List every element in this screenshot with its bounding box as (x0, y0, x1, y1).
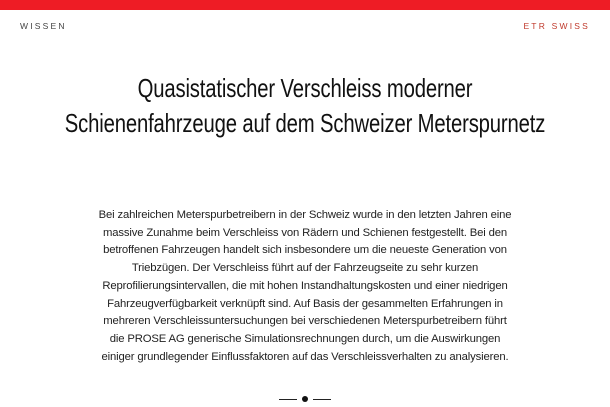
brand-label: ETR SWISS (523, 21, 590, 31)
divider-line-left (279, 399, 297, 400)
accent-bar (0, 0, 610, 10)
article-abstract: Bei zahlreichen Meterspurbetreibern in der Schweiz wurde in den letzten Jahren eine massive Zunahme beim Verschleiss von Rädern und Schienen festgestellt. Bei den betroffenen Fahrzeugen handelt sich insbesondere um die neueste Generation von Triebzügen. Der Verschleiss führt auf der Fahrzeugseite zu sehr kurzen Reprofilierungsintervallen, die mit hohen Instandhaltungskosten und einer niedrigen Fahrzeugverfügbarkeit verknüpft sind. Auf Basis der gesammelten Erfahrungen in mehreren Verschleissuntersuchungen bei verschiedenen Meterspurbetreibern führt die PROSE AG generische Simulationsrechnungen durch, um die Auswirkungen einiger grundlegender Einflussfaktoren auf das Verschleissverhalten zu analysieren. (98, 209, 512, 363)
section-label: WISSEN (20, 21, 67, 31)
dot-icon (302, 396, 308, 402)
divider-dot-icon (0, 396, 610, 402)
divider-line-right (313, 399, 331, 400)
article-title-text: Quasistatischer Verschleiss moderner Schienenfahrzeuge auf dem Schweizer Meterspurnetz (64, 73, 546, 138)
article-title (64, 71, 546, 141)
